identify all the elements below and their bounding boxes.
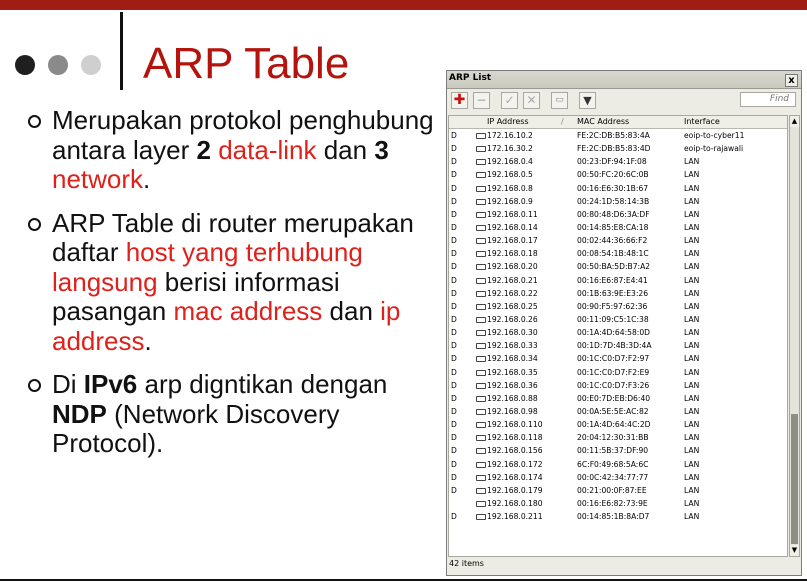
entry-icon <box>476 435 486 441</box>
ip-cell: 192.168.0.17 <box>487 236 538 246</box>
interface-cell: LAN <box>684 275 700 285</box>
mac-cell: 00:08:54:1B:48:1C <box>577 249 649 259</box>
mac-cell: 00:24:1D:58:14:3B <box>577 196 650 206</box>
ip-cell: 192.168.0.25 <box>487 301 538 311</box>
window-title: ARP List <box>449 73 492 83</box>
close-icon[interactable]: x <box>785 74 798 87</box>
bullet-text: mac address <box>173 296 323 326</box>
table-row[interactable] <box>449 366 788 379</box>
scroll-down-icon[interactable]: ▼ <box>791 546 798 554</box>
flag-cell: D <box>451 314 457 324</box>
bullet-text: Merupakan protokol penghubung antara layer <box>52 105 434 165</box>
interface-cell: LAN <box>684 393 700 403</box>
entry-icon <box>476 422 486 428</box>
entry-icon <box>476 317 486 323</box>
interface-cell: LAN <box>684 301 700 311</box>
flag-cell: D <box>451 170 457 180</box>
mac-cell: 00:21:00:0F:87:EE <box>577 485 647 495</box>
mac-cell: 00:14:85:1B:8A:D7 <box>577 512 650 522</box>
sort-indicator-icon: / <box>561 117 564 126</box>
bullet-item <box>28 106 438 195</box>
remove-icon[interactable]: − <box>473 92 490 109</box>
mac-cell: 00:14:85:E8:CA:18 <box>577 222 649 232</box>
bullet-text: ARP Table di router merupakan daftar <box>52 207 414 267</box>
entry-icon <box>476 370 486 376</box>
flag-cell: D <box>451 420 457 430</box>
ip-cell: 192.168.0.21 <box>487 275 538 285</box>
entry-icon <box>476 475 486 481</box>
flag-cell: D <box>451 433 457 443</box>
entry-icon <box>476 133 486 139</box>
interface-cell: LAN <box>684 420 700 430</box>
interface-cell: LAN <box>684 341 700 351</box>
bullet-text: . <box>144 325 152 356</box>
bullet-list <box>28 106 438 473</box>
interface-cell: LAN <box>684 236 700 246</box>
bullet-text: . <box>143 164 151 194</box>
entry-icon <box>476 238 486 244</box>
table-row[interactable] <box>449 379 788 392</box>
bullet-marker-icon <box>28 218 41 231</box>
mac-cell: 00:1C:C0:D7:F3:26 <box>577 380 650 390</box>
entry-icon <box>476 409 486 415</box>
table-row[interactable] <box>449 142 788 155</box>
table-row[interactable] <box>449 392 788 405</box>
ip-cell: 192.168.0.118 <box>487 433 543 443</box>
bullet-text: NDP <box>52 398 107 429</box>
toolbar <box>447 89 801 113</box>
entry-icon <box>476 488 486 494</box>
table-row[interactable] <box>449 352 788 365</box>
ip-cell: 192.168.0.172 <box>487 459 543 469</box>
interface-cell: LAN <box>684 209 700 219</box>
interface-cell: eoip-to-cyber11 <box>684 131 745 140</box>
interface-cell: LAN <box>684 183 700 193</box>
mac-cell: 00:1C:C0:D7:F2:E9 <box>577 367 650 377</box>
ip-cell: 192.168.0.30 <box>487 328 538 338</box>
mac-cell: 00:16:E6:82:73:9E <box>577 498 648 508</box>
interface-cell: LAN <box>684 170 700 180</box>
mac-cell: 00:11:09:C5:1C:38 <box>577 314 649 324</box>
table-row[interactable] <box>449 274 788 287</box>
table-row[interactable] <box>449 208 788 221</box>
mac-cell: 00:80:48:D6:3A:DF <box>577 209 650 219</box>
scrollbar-thumb[interactable] <box>791 414 798 544</box>
entry-icon <box>476 146 486 152</box>
mac-cell: 00:0A:5E:5E:AC:82 <box>577 406 649 416</box>
ip-cell: 192.168.0.110 <box>487 420 543 430</box>
table-row[interactable] <box>449 458 788 471</box>
arp-table <box>448 115 788 557</box>
dot-dark <box>15 55 35 75</box>
table-row[interactable] <box>449 405 788 418</box>
flag-cell: D <box>451 144 457 154</box>
entry-icon <box>476 159 486 165</box>
entry-icon <box>476 343 486 349</box>
ip-cell: 172.16.30.2 <box>487 144 533 154</box>
mac-cell: 00:1A:4D:64:58:0D <box>577 328 651 338</box>
table-row[interactable] <box>449 221 788 234</box>
flag-cell: D <box>451 222 457 232</box>
ip-cell: 192.168.0.156 <box>487 446 543 456</box>
flag-cell: D <box>451 406 457 416</box>
flag-cell: D <box>451 485 457 495</box>
bullet-item <box>28 209 438 357</box>
flag-cell: D <box>451 341 457 351</box>
bullet-text: arp digntikan dengan <box>137 369 388 399</box>
disable-icon[interactable]: ✕ <box>523 92 540 109</box>
mac-cell: 00:E0:7D:EB:D6:40 <box>577 393 651 403</box>
table-row[interactable] <box>449 497 788 510</box>
dot-mid <box>48 55 68 75</box>
table-row[interactable] <box>449 326 788 339</box>
item-count: 42 items <box>449 559 484 568</box>
entry-icon <box>476 304 486 310</box>
bullet-text: IPv6 <box>83 369 138 399</box>
entry-icon <box>476 251 486 257</box>
flag-cell: D <box>451 249 457 259</box>
ip-cell: 192.168.0.211 <box>487 512 543 522</box>
mac-cell: 00:1B:63:9E:E3:26 <box>577 288 649 298</box>
enable-icon[interactable]: ✓ <box>501 92 518 109</box>
entry-icon <box>476 448 486 454</box>
flag-cell: D <box>451 157 457 167</box>
entry-icon <box>476 212 486 218</box>
arp-list-window <box>446 70 802 576</box>
flag-cell: D <box>451 512 457 522</box>
ip-cell: 172.16.10.2 <box>487 131 533 140</box>
ip-cell: 192.168.0.88 <box>487 393 538 403</box>
col-mac-address[interactable]: MAC Address <box>577 117 630 126</box>
entry-icon <box>476 264 486 270</box>
ip-cell: 192.168.0.180 <box>487 498 543 508</box>
table-row[interactable] <box>449 260 788 273</box>
entry-icon <box>476 396 486 402</box>
flag-cell: D <box>451 236 457 246</box>
ip-cell: 192.168.0.98 <box>487 406 538 416</box>
mac-cell: 00:90:F5:97:62:36 <box>577 301 648 311</box>
mac-cell: FE:2C:DB:B5:83:4A <box>577 131 650 140</box>
entry-icon <box>476 501 486 507</box>
bullet-text: (Network Discovery Protocol). <box>52 398 340 458</box>
table-row[interactable] <box>449 484 788 497</box>
interface-cell: LAN <box>684 314 700 324</box>
mac-cell: 00:50:BA:5D:B7:A2 <box>577 262 651 272</box>
ip-cell: 192.168.0.22 <box>487 288 538 298</box>
col-interface[interactable]: Interface <box>684 117 720 126</box>
entry-icon <box>476 225 486 231</box>
interface-cell: LAN <box>684 328 700 338</box>
col-ip-address[interactable]: IP Address <box>487 117 529 126</box>
mac-cell: FE:2C:DB:B5:83:4D <box>577 144 651 154</box>
ip-cell: 192.168.0.5 <box>487 170 533 180</box>
flag-cell: D <box>451 183 457 193</box>
mac-cell: 20:04:12:30:31:BB <box>577 433 649 443</box>
table-header <box>449 116 788 129</box>
mac-cell: 00:1A:4D:64:4C:2D <box>577 420 651 430</box>
flag-cell: D <box>451 393 457 403</box>
decorative-dots <box>15 55 110 75</box>
bullet-text: Di <box>52 369 84 399</box>
ip-cell: 192.168.0.9 <box>487 196 533 206</box>
bullet-marker-icon <box>28 379 41 392</box>
window-titlebar <box>447 71 801 89</box>
ip-cell: 192.168.0.36 <box>487 380 538 390</box>
bullet-marker-icon <box>28 115 41 128</box>
bullet-text: network <box>52 164 144 194</box>
bottom-rule <box>0 579 807 581</box>
interface-cell: eoip-to-rajawali <box>684 144 744 154</box>
interface-cell: LAN <box>684 222 700 232</box>
interface-cell: LAN <box>684 288 700 298</box>
table-row[interactable] <box>449 510 788 523</box>
table-row[interactable] <box>449 247 788 260</box>
add-icon[interactable]: ✚ <box>451 92 468 109</box>
mac-cell: 00:1D:7D:4B:3D:4A <box>577 341 652 351</box>
interface-cell: LAN <box>684 512 700 522</box>
title-divider <box>120 12 123 90</box>
bullet-text: berisi informasi pasangan <box>52 266 340 326</box>
entry-icon <box>476 356 486 362</box>
vertical-scrollbar[interactable] <box>789 115 800 557</box>
interface-cell: LAN <box>684 262 700 272</box>
entry-icon <box>476 172 486 178</box>
ip-cell: 192.168.0.11 <box>487 209 538 219</box>
flag-cell: D <box>451 196 457 206</box>
entry-icon <box>476 291 486 297</box>
ip-cell: 192.168.0.18 <box>487 249 538 259</box>
entry-icon <box>476 330 486 336</box>
flag-cell: D <box>451 367 457 377</box>
interface-cell: LAN <box>684 498 700 508</box>
comment-icon[interactable]: ▭ <box>551 92 568 109</box>
mac-cell: 00:02:44:36:66:F2 <box>577 236 648 246</box>
interface-cell: LAN <box>684 433 700 443</box>
table-row[interactable] <box>449 234 788 247</box>
mac-cell: 00:11:5B:37:DF:90 <box>577 446 649 456</box>
flag-cell: D <box>451 354 457 364</box>
entry-icon <box>476 383 486 389</box>
ip-cell: 192.168.0.33 <box>487 341 538 351</box>
interface-cell: LAN <box>684 485 700 495</box>
table-body <box>449 129 788 523</box>
table-row[interactable] <box>449 168 788 181</box>
bullet-text: 2 <box>196 134 211 165</box>
ip-cell: 192.168.0.14 <box>487 222 538 232</box>
interface-cell: LAN <box>684 157 700 167</box>
flag-cell: D <box>451 275 457 285</box>
interface-cell: LAN <box>684 196 700 206</box>
ip-cell: 192.168.0.26 <box>487 314 538 324</box>
ip-cell: 192.168.0.179 <box>487 485 543 495</box>
entry-icon <box>476 278 486 284</box>
flag-cell: D <box>451 262 457 272</box>
table-row[interactable] <box>449 129 788 142</box>
bullet-text: ip address <box>52 296 401 356</box>
entry-icon <box>476 199 486 205</box>
bullet-text: dan <box>316 134 375 165</box>
mac-cell: 00:1C:C0:D7:F2:97 <box>577 354 650 364</box>
bullet-text: data-link <box>211 134 317 165</box>
flag-cell: D <box>451 288 457 298</box>
interface-cell: LAN <box>684 380 700 390</box>
flag-cell: D <box>451 446 457 456</box>
ip-cell: 192.168.0.35 <box>487 367 538 377</box>
ip-cell: 192.168.0.34 <box>487 354 538 364</box>
table-row[interactable] <box>449 182 788 195</box>
mac-cell: 00:16:E6:30:1B:67 <box>577 183 649 193</box>
entry-icon <box>476 186 486 192</box>
flag-cell: D <box>451 328 457 338</box>
bullet-text: 3 <box>374 134 389 165</box>
bullet-text: host yang terhubung langsung <box>52 237 363 297</box>
table-row[interactable] <box>449 418 788 431</box>
table-row[interactable] <box>449 431 788 444</box>
slide-title: ARP Table <box>143 39 350 88</box>
flag-cell: D <box>451 301 457 311</box>
find-input[interactable]: Find <box>740 92 796 107</box>
mac-cell: 00:50:FC:20:6C:0B <box>577 170 649 180</box>
interface-cell: LAN <box>684 354 700 364</box>
table-row[interactable] <box>449 155 788 168</box>
bullet-item <box>28 370 438 459</box>
interface-cell: LAN <box>684 459 700 469</box>
table-row[interactable] <box>449 287 788 300</box>
table-row[interactable] <box>449 313 788 326</box>
table-row[interactable] <box>449 471 788 484</box>
table-row[interactable] <box>449 300 788 313</box>
ip-cell: 192.168.0.20 <box>487 262 538 272</box>
entry-icon <box>476 514 486 520</box>
flag-cell: D <box>451 472 457 482</box>
interface-cell: LAN <box>684 249 700 259</box>
table-row[interactable] <box>449 195 788 208</box>
dot-light <box>81 55 101 75</box>
table-row[interactable] <box>449 339 788 352</box>
mac-cell: 00:16:E6:87:E4:41 <box>577 275 648 285</box>
interface-cell: LAN <box>684 472 700 482</box>
table-row[interactable] <box>449 444 788 457</box>
flag-cell: D <box>451 380 457 390</box>
flag-cell: D <box>451 131 457 140</box>
bullet-text: dan <box>322 296 381 326</box>
flag-cell: D <box>451 209 457 219</box>
ip-cell: 192.168.0.8 <box>487 183 533 193</box>
interface-cell: LAN <box>684 367 700 377</box>
mac-cell: 6C:F0:49:68:5A:6C <box>577 459 649 469</box>
ip-cell: 192.168.0.174 <box>487 472 543 482</box>
flag-cell: D <box>451 459 457 469</box>
entry-icon <box>476 462 486 468</box>
interface-cell: LAN <box>684 446 700 456</box>
top-accent-bar <box>0 0 807 10</box>
mac-cell: 00:0C:42:34:77:77 <box>577 472 649 482</box>
interface-cell: LAN <box>684 406 700 416</box>
filter-icon[interactable]: ▼ <box>579 92 596 109</box>
mac-cell: 00:23:DF:94:1F:08 <box>577 157 647 167</box>
scroll-up-icon[interactable]: ▲ <box>791 117 798 125</box>
ip-cell: 192.168.0.4 <box>487 157 533 167</box>
